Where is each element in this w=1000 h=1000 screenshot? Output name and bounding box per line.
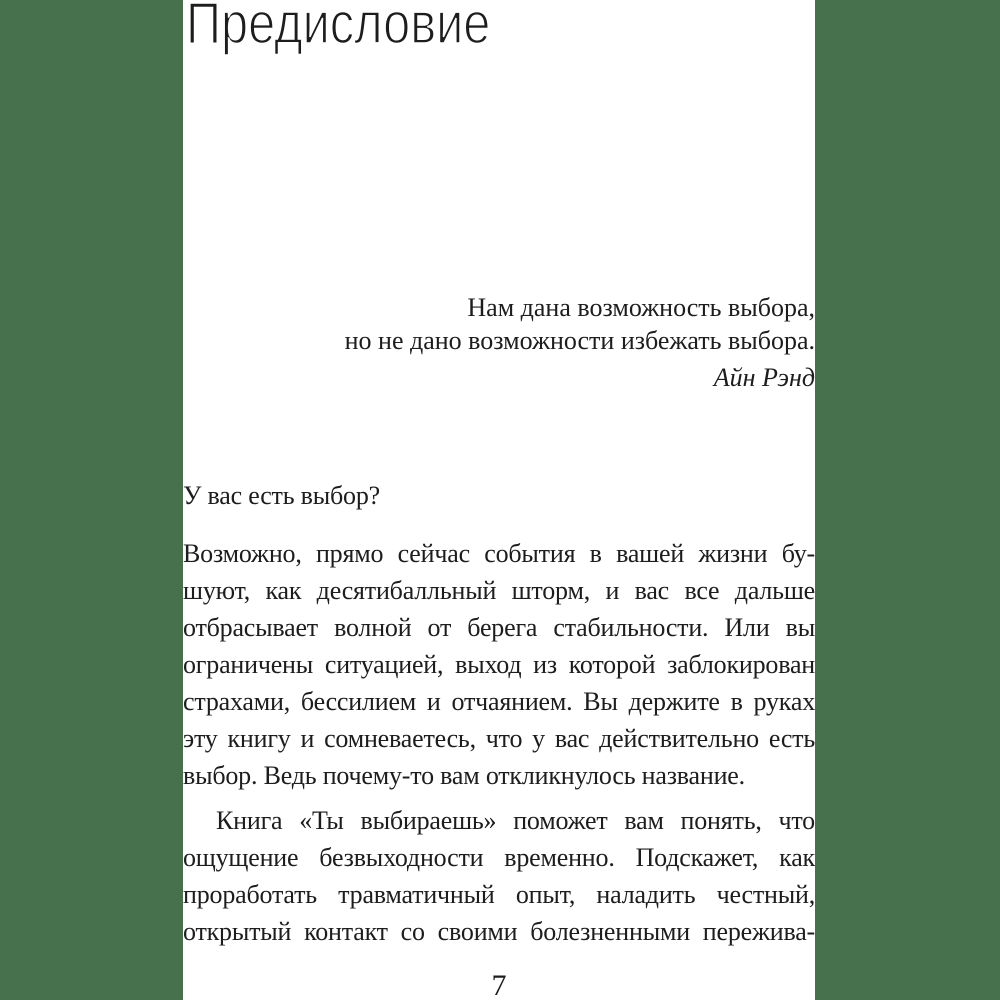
body-line: проработать травматичный опыт, наладить честный, bbox=[183, 880, 815, 909]
body-text bbox=[183, 477, 815, 950]
background-right-band bbox=[815, 0, 1000, 1000]
paragraph-1 bbox=[183, 535, 815, 794]
book-page bbox=[183, 0, 815, 1000]
opener-line: У вас есть выбор? bbox=[183, 481, 380, 510]
body-line: Книга «Ты выбираешь» поможет вам понять, что bbox=[216, 806, 815, 835]
body-line: ограничены ситуацией, выход из которой заблокирован bbox=[183, 650, 815, 679]
epigraph bbox=[183, 291, 815, 394]
paragraph-2 bbox=[183, 802, 815, 950]
body-line: страхами, бессилием и отчаянием. Вы держите в руках bbox=[183, 687, 815, 716]
background-left-band bbox=[0, 0, 183, 1000]
page-number: 7 bbox=[491, 969, 507, 1000]
body-line: Возможно, прямо сейчас события в вашей жизни бу- bbox=[183, 539, 815, 568]
body-line: выбор. Ведь почему-то вам откликнулось название. bbox=[183, 761, 745, 790]
epigraph-attribution: Айн Рэнд bbox=[713, 363, 815, 392]
body-line: эту книгу и сомневаетесь, что у вас действительно есть bbox=[183, 724, 815, 753]
epigraph-line: Нам дана возможность выбора, bbox=[467, 293, 815, 322]
body-line: шуют, как десятибалльный шторм, и вас все дальше bbox=[183, 576, 815, 605]
epigraph-line: но не дано возможности избежать выбора. bbox=[344, 326, 815, 355]
body-line: ощущение безвыходности временно. Подскажет, как bbox=[183, 843, 815, 872]
body-line: открытый контакт со своими болезненными пережива- bbox=[183, 917, 815, 946]
body-line: отбрасывает волной от берега стабильности. Или вы bbox=[183, 613, 815, 642]
chapter-title: Предисловие bbox=[186, 0, 491, 56]
